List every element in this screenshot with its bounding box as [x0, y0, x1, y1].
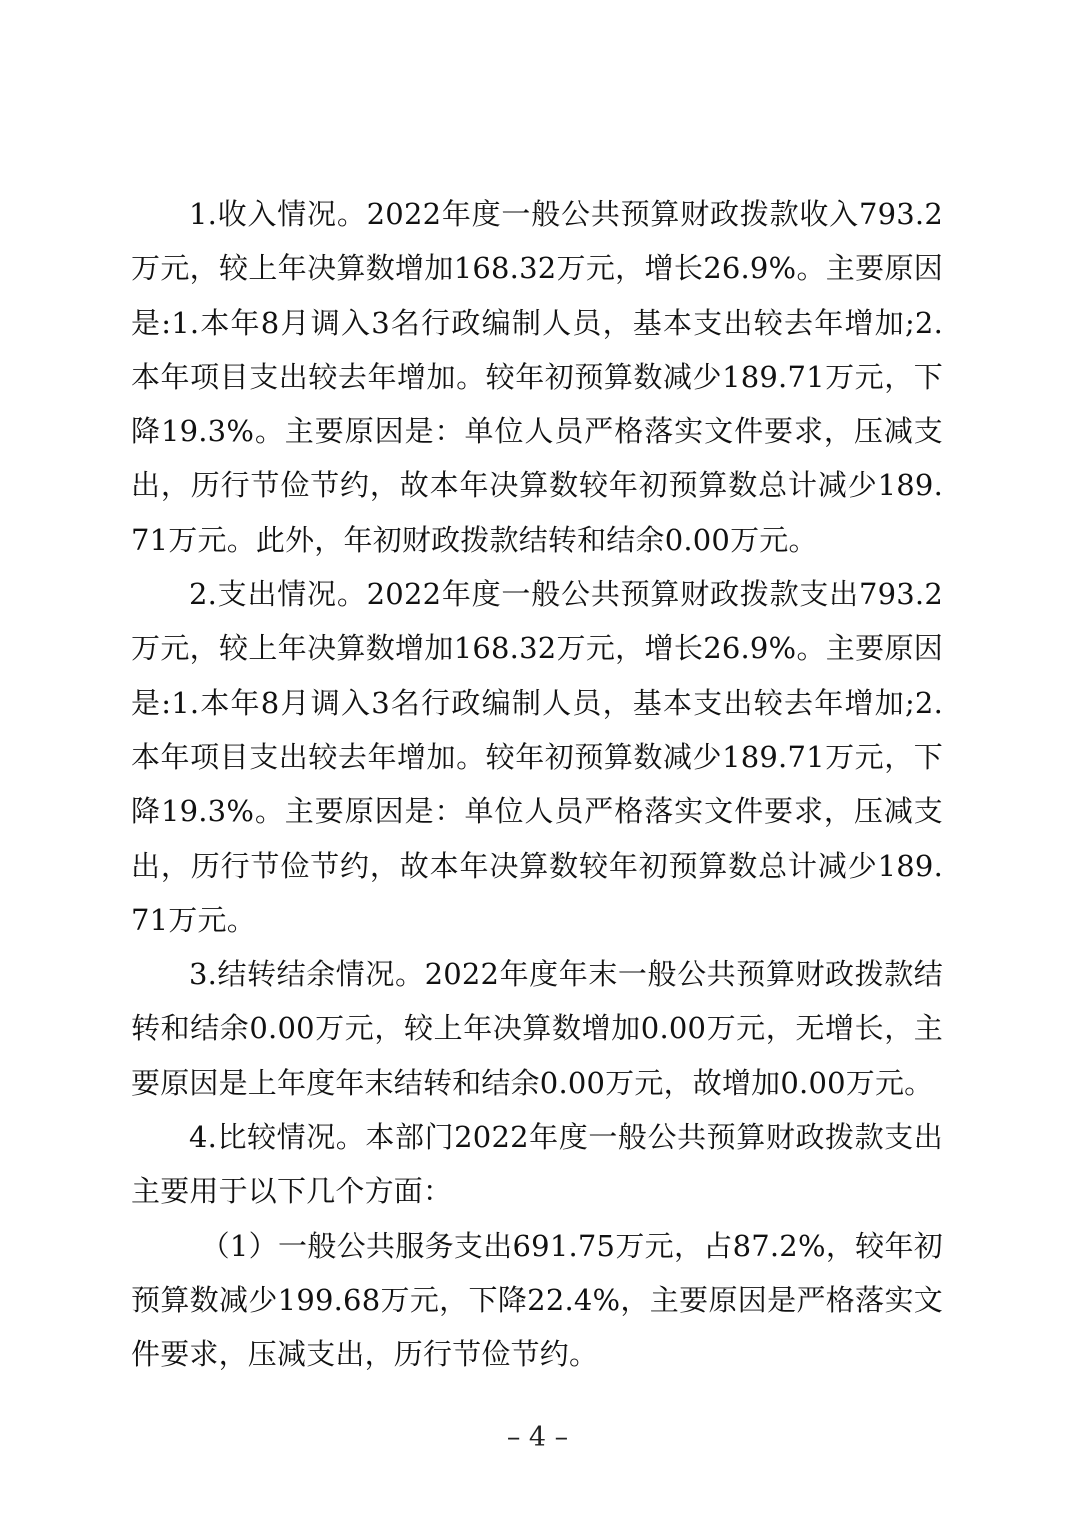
- page-number: – 4 –: [506, 1422, 569, 1453]
- paragraph-comparison: 4.比较情况。本部门2022年度一般公共预算财政拨款支出主要用于以下几个方面：: [131, 1120, 943, 1209]
- paragraph-expenditure: 2.支出情况。2022年度一般公共预算财政拨款支出793.2万元，较上年决算数增加168.32万元，增长26.9%。主要原因是:1.本年8月调入3名行政编制人员，基本支出较去年增加;2.本年项目支出较去年增加。较年初预算数减少189.71万元，下降19.3%。主要原因是：单位人员严格落实文件要求，压减支出，历行节俭节约，故本年决算数较年初预算数总计减少189.71万元。: [131, 577, 943, 937]
- document-body: [131, 187, 943, 1382]
- paragraph-carryover: 3.结转结余情况。2022年度年末一般公共预算财政拨款结转和结余0.00万元，较上年决算数增加0.00万元，无增长，主要原因是上年度年末结转和结余0.00万元，故增加0.00万元。: [131, 957, 943, 1100]
- paragraph-income: 1.收入情况。2022年度一般公共预算财政拨款收入793.2万元，较上年决算数增加168.32万元，增长26.9%。主要原因是:1.本年8月调入3名行政编制人员，基本支出较去年增加;2.本年项目支出较去年增加。较年初预算数减少189.71万元，下降19.3%。主要原因是：单位人员严格落实文件要求，压减支出，历行节俭节约，故本年决算数较年初预算数总计减少189.71万元。此外，年初财政拨款结转和结余0.00万元。: [131, 197, 943, 557]
- paragraph-item-1: （1）一般公共服务支出691.75万元，占87.2%，较年初预算数减少199.68万元，下降22.4%，主要原因是严格落实文件要求，压减支出，历行节俭节约。: [131, 1228, 943, 1372]
